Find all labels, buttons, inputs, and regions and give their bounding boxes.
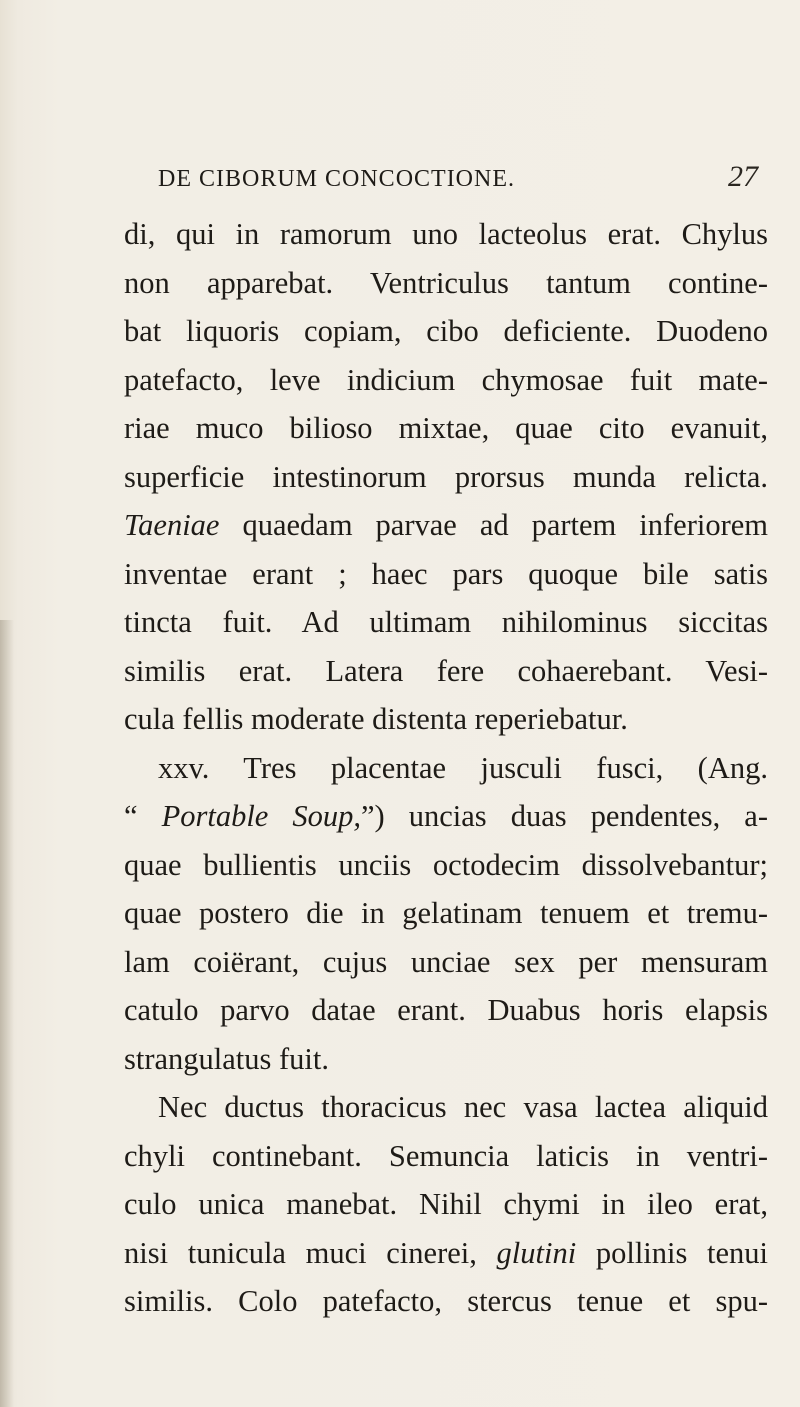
page-number: 27 (728, 160, 758, 193)
body-text (124, 210, 768, 1326)
text-line: Taeniae quaedam parvae ad partem inferiorem (124, 508, 768, 542)
text-line: “ Portable Soup,”) uncias duas pendentes, a- (124, 799, 768, 833)
text-line: superficie intestinorum prorsus munda relicta. (124, 459, 768, 494)
page-gutter-shadow (0, 620, 14, 1407)
text-line: quae postero die in gelatinam tenuem et tremu- (124, 896, 768, 930)
italic-term: Taeniae (124, 508, 220, 542)
text-line: bat liquoris copiam, cibo deficiente. Duodeno (124, 314, 768, 348)
text-line: tincta fuit. Ad ultimam nihilominus siccitas (124, 605, 768, 639)
italic-term: glutini (496, 1235, 577, 1270)
text-line: strangulatus fuit. (124, 1041, 329, 1076)
text-line: xxv. Tres placentae jusculi fusci, (Ang. (158, 750, 768, 785)
text-line: nisi tunicula muci cinerei, glutini pollinis tenui (124, 1235, 768, 1270)
text-line: similis erat. Latera fere cohaerebant. Vesi- (124, 653, 768, 688)
text-line: catulo parvo datae erant. Duabus horis elapsis (124, 993, 768, 1027)
text-line: di, qui in ramorum uno lacteolus erat. Chylus (124, 217, 768, 251)
italic-term: Portable Soup, (161, 799, 362, 833)
text-line: inventae erant ; haec pars quoque bile satis (124, 556, 768, 591)
text-line: patefacto, leve indicium chymosae fuit mate- (124, 362, 768, 397)
text-line: non apparebat. Ventriculus tantum contine- (124, 265, 768, 300)
page-header (158, 160, 758, 196)
text-line: riae muco bilioso mixtae, quae cito evanuit, (124, 411, 768, 445)
text-line: quae bullientis unciis octodecim dissolvebantur; (124, 847, 768, 882)
running-head: DE CIBORUM CONCOCTIONE. (158, 166, 516, 192)
text-line: cula fellis moderate distenta reperiebatur. (124, 702, 628, 736)
text-line: Nec ductus thoracicus nec vasa lactea aliquid (158, 1090, 768, 1124)
text-line: culo unica manebat. Nihil chymi in ileo erat, (124, 1187, 768, 1221)
text-line: lam coiërant, cujus unciae sex per mensuram (124, 944, 768, 979)
text-line: similis. Colo patefacto, stercus tenue et spu- (124, 1284, 768, 1318)
text-line: chyli continebant. Semuncia laticis in ventri- (124, 1138, 768, 1173)
